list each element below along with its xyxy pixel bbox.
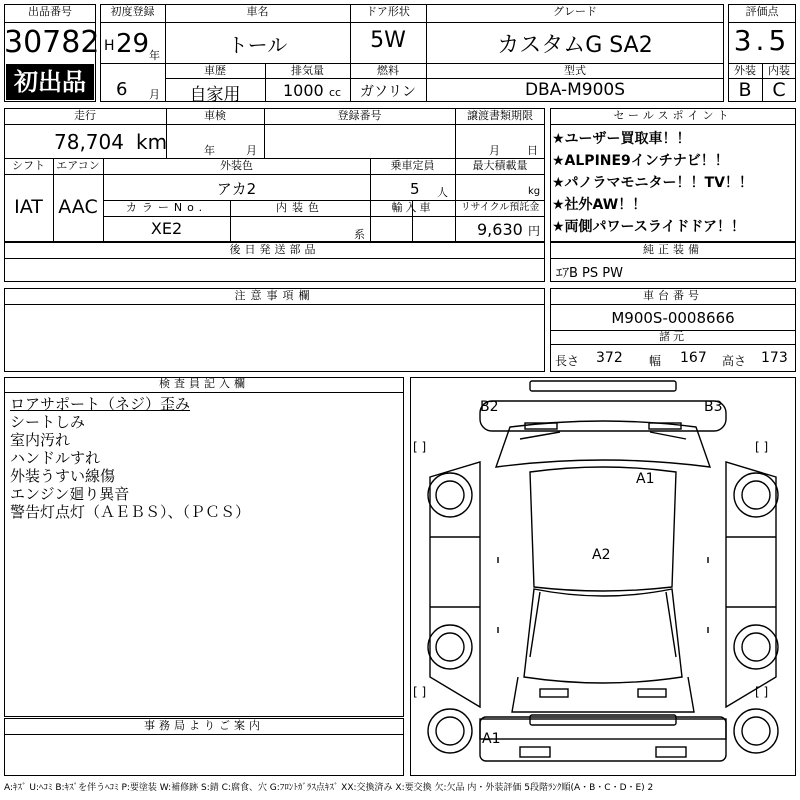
damage-mark: B2	[480, 399, 499, 415]
inspector-note-item: ハンドルすれ	[10, 449, 101, 467]
max-load-label: 最大積載量	[472, 159, 528, 172]
damage-mark: A1	[636, 471, 655, 487]
interior-score: C	[772, 79, 786, 101]
sales-points-list	[552, 128, 796, 238]
inspector-note-item: エンジン廻り異音	[10, 485, 130, 503]
inspector-note-item: 室内汚れ	[10, 431, 71, 449]
recycle-value: 9,630	[477, 220, 523, 239]
inspector-notes-list	[10, 395, 400, 521]
first-listing-label: 初出品	[14, 68, 86, 96]
registration-month: 6	[116, 79, 128, 100]
office-label: 事務局よりご案内	[144, 719, 264, 732]
chassis-label: 車台番号	[643, 289, 703, 302]
height-label: 高さ	[722, 354, 747, 368]
shift-label: シフト	[12, 159, 45, 172]
bracket-marker: [ ]	[413, 685, 427, 699]
shift-value: IAT	[14, 196, 43, 218]
capacity-label: 乗車定員	[390, 159, 435, 172]
registration-year: 29	[116, 29, 150, 59]
mileage-value: 78,704	[54, 130, 124, 154]
sales-points-label: セールスポイント	[613, 109, 733, 122]
sales-point-item: ★ALPINE9インチナビ！！	[552, 153, 729, 169]
car-diagram-svg	[410, 377, 796, 776]
lot-number: 30782	[4, 25, 100, 60]
interior-color-label: 内装色	[276, 201, 324, 214]
color-no-value: XE2	[150, 219, 183, 238]
damage-mark: A2	[592, 547, 611, 563]
transfer-month-unit: 月	[489, 144, 500, 157]
door-label: ドア形状	[366, 5, 410, 18]
transfer-day-unit: 日	[527, 144, 538, 157]
notes-label: 注意事項欄	[234, 289, 315, 302]
transfer-deadline-label: 譲渡書類期限	[467, 109, 533, 122]
damage-legend: A:ｷｽﾞ U:ﾍｺﾐ B:ｷｽﾞを伴うﾍｺﾐ P:要塗装 W:補修跡 S:錆 C:腐食、穴 G:ﾌﾛﾝﾄｶﾞﾗｽ点ｷｽﾞ XX:交換済み X:要交換 欠:欠品 内・外装評価 5段階ﾗﾝｸ順(A・B・C・D・E) 2	[4, 783, 654, 793]
sales-point-item: ★社外AW！！	[552, 197, 647, 213]
inspection-label: 車検	[204, 109, 226, 122]
lot-label: 出品番号	[28, 5, 72, 18]
damage-mark: A1	[482, 731, 501, 747]
registration-month-unit: 月	[149, 88, 160, 101]
history-value: 自家用	[189, 85, 241, 105]
displacement-label: 排気量	[291, 64, 324, 77]
recycle-unit: 円	[528, 224, 541, 238]
later-parts-label: 後日発送部品	[229, 243, 320, 256]
score-label: 評価点	[745, 5, 779, 18]
grade-label: グレード	[553, 5, 597, 18]
length-value: 372	[596, 350, 623, 366]
import-label: 輸入車	[391, 201, 434, 214]
car-name-value: トール	[227, 33, 288, 57]
exterior-score: B	[738, 79, 752, 101]
damage-mark: B3	[704, 399, 723, 415]
reg-number-label: 登録番号	[337, 109, 382, 122]
max-load-unit: kg	[528, 186, 541, 197]
interior-color-unit: 系	[354, 228, 365, 241]
mileage-label: 走行	[74, 109, 96, 122]
exterior-score-label: 外装	[734, 64, 756, 77]
inspector-note-item: 警告灯点灯（ＡＥＢＳ）、（ＰＣＳ）	[10, 503, 251, 521]
registration-era: H	[104, 38, 115, 54]
aircon-value: AAC	[58, 196, 98, 218]
inspection-month-unit: 月	[246, 144, 257, 157]
score-value: 3.5	[733, 24, 791, 57]
model-code-value: DBA-M900S	[524, 80, 626, 100]
aircon-label: エアコン	[56, 159, 100, 172]
inspection-year-unit: 年	[204, 144, 215, 157]
inspector-note-item: 外装うすい線傷	[10, 467, 116, 485]
sales-point-item: ★パノラマモニター！！TV！！	[552, 175, 753, 191]
fuel-value: ガソリン	[360, 84, 416, 100]
chassis-value: M900S-0008666	[611, 309, 735, 327]
exterior-color-label: 外装色	[220, 159, 253, 172]
bracket-marker: [ ]	[413, 440, 427, 454]
dimensions-label: 諸元	[659, 330, 687, 343]
inspector-note-item: シートしみ	[10, 413, 86, 431]
car-name-label: 車名	[246, 5, 269, 18]
door-value: 5W	[370, 28, 406, 53]
length-label: 長さ	[555, 354, 580, 368]
grade-value: カスタムG SA2	[497, 33, 653, 58]
vehicle-info-grid	[4, 108, 545, 242]
bracket-marker: [ ]	[755, 440, 769, 454]
inspector-note-item: ロアサポート（ネジ）歪み	[10, 395, 191, 413]
equipment-value: ｴｱB PS PW	[556, 266, 623, 281]
inspector-label: 検査員記入欄	[159, 377, 249, 390]
mileage-unit: km	[136, 130, 168, 154]
height-value: 173	[761, 350, 788, 366]
color-no-label: カラーNo.	[125, 201, 208, 214]
capacity-unit: 人	[437, 186, 448, 199]
displacement-value: 1000	[283, 81, 324, 100]
registration-label: 初度登録	[110, 5, 155, 18]
capacity-value: 5	[410, 180, 420, 198]
width-label: 幅	[649, 354, 662, 368]
bracket-marker: [ ]	[755, 685, 769, 699]
registration-year-unit: 年	[149, 49, 160, 62]
interior-score-label: 内装	[768, 64, 790, 77]
exterior-color-value: アカ2	[216, 180, 257, 198]
width-value: 167	[680, 350, 707, 366]
sales-point-item: ★ユーザー買取車！！	[552, 131, 691, 147]
fuel-label: 燃料	[377, 64, 399, 77]
equipment-label: 純正装備	[643, 243, 703, 256]
recycle-label: リサイクル預託金	[460, 202, 540, 213]
model-code-label: 型式	[564, 64, 586, 77]
displacement-unit: cc	[329, 86, 342, 99]
history-label: 車歴	[204, 64, 226, 77]
sales-point-item: ★両側パワースライドドア！！	[552, 219, 746, 235]
